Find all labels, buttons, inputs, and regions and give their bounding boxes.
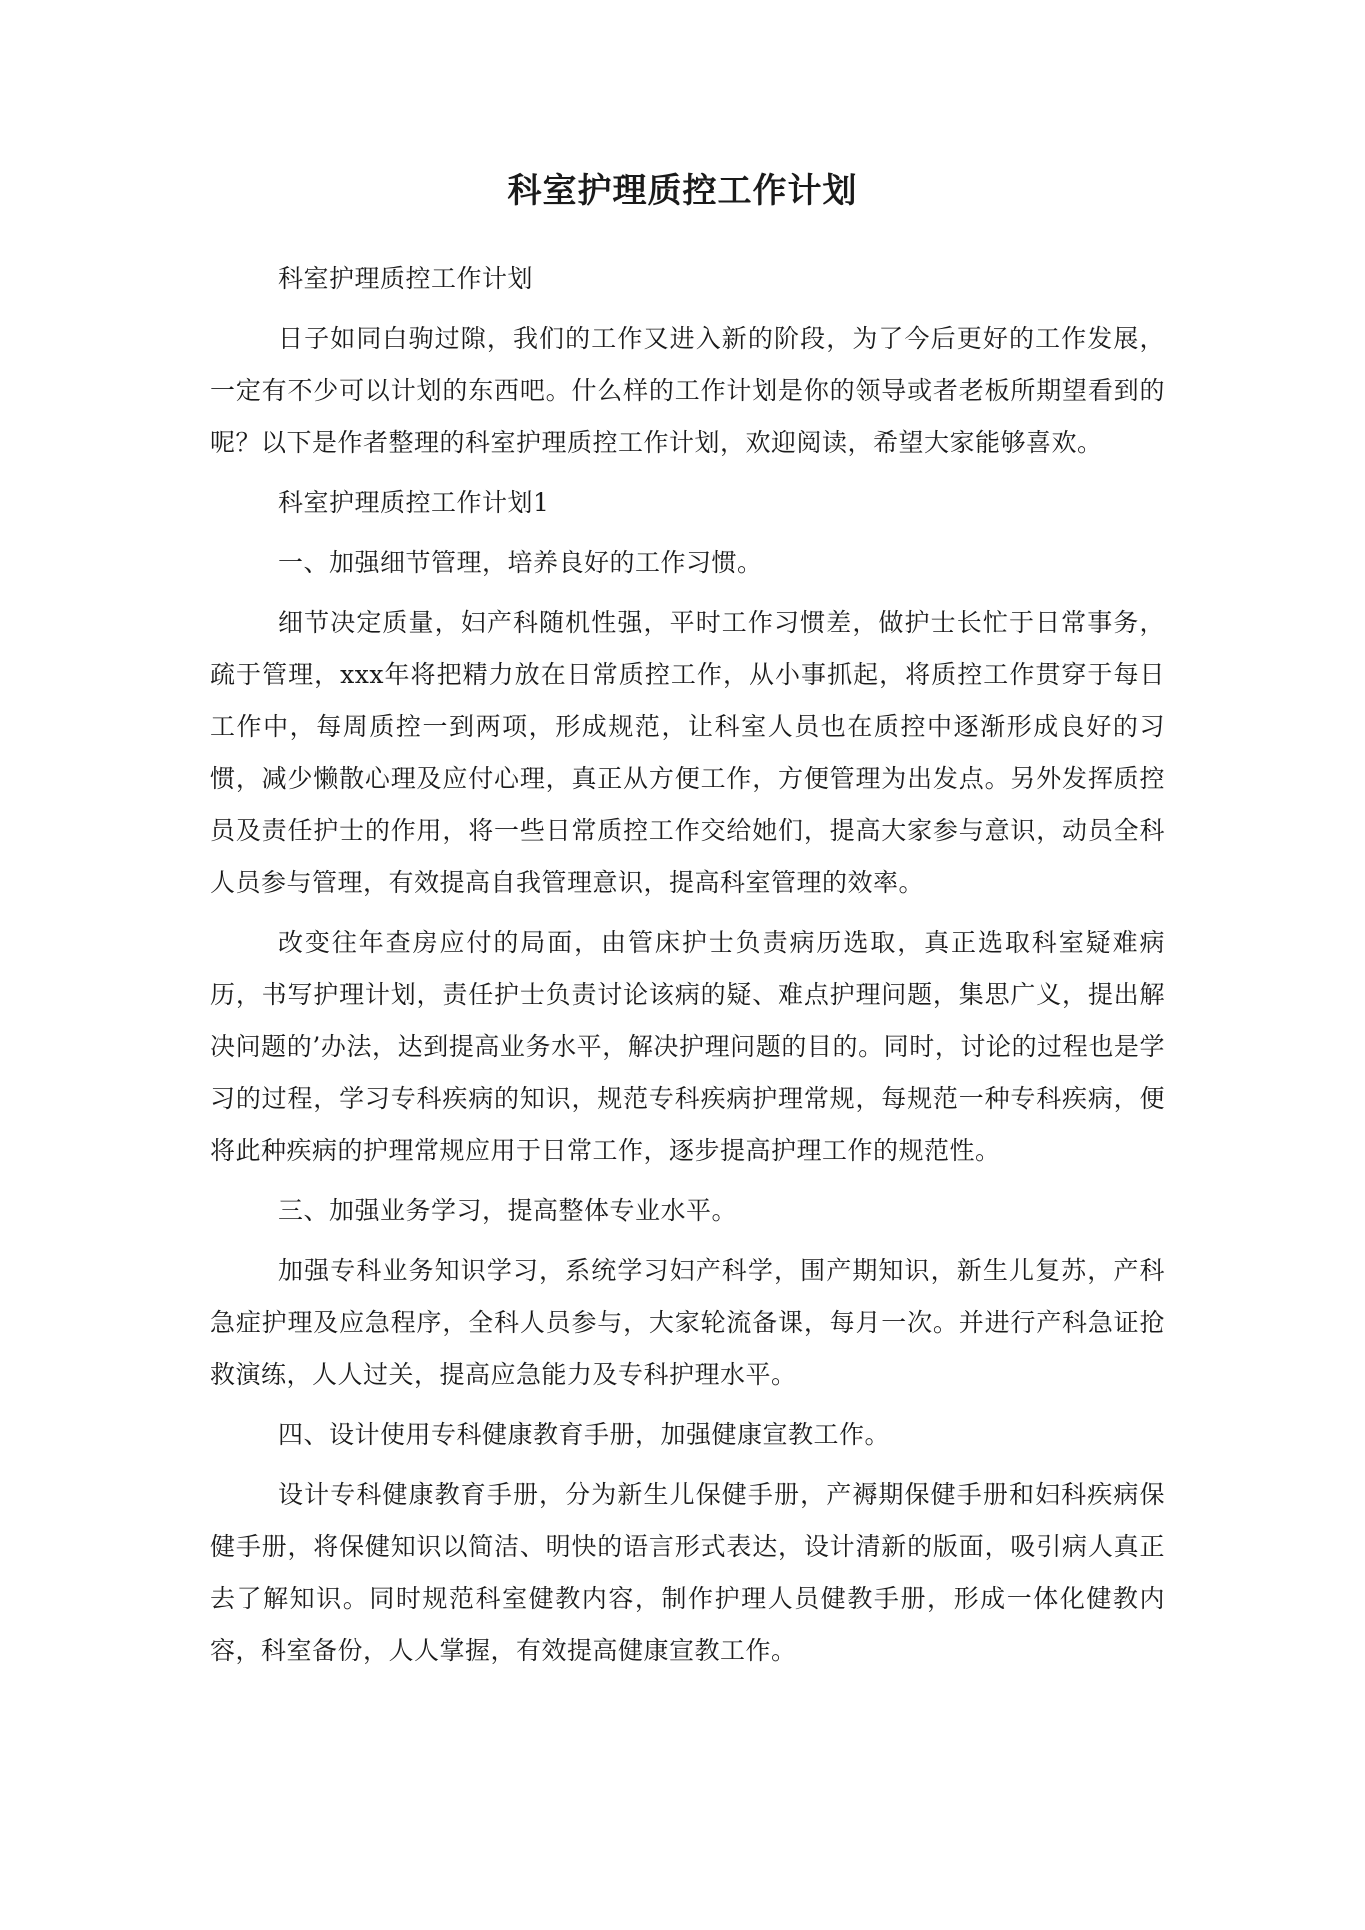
document-title: 科室护理质控工作计划	[507, 171, 858, 211]
paragraph-detail-management: 细节决定质量，妇产科随机性强，平时工作习惯差，做护士长忙于日常事务，疏于管理，xxx年将把精力放在日常质控工作，从小事抓起，将质控工作贯穿于每日工作中，每周质控一到两项，形成规范，让科室人员也在质控中逐渐形成良好的习惯，减少懒散心理及应付心理，真正从方便工作，方便管理为出发点。另外发挥质控员及责任护士的作用，将一些日常质控工作交给她们，提高大家参与意识，动员全科人员参与管理，有效提高自我管理意识，提高科室管理的效率。	[210, 608, 1165, 897]
section-heading-1: 一、加强细节管理，培养良好的工作习惯。	[278, 548, 763, 577]
paragraph-health-education: 设计专科健康教育手册，分为新生儿保健手册，产褥期保健手册和妇科疾病保健手册，将保健知识以简洁、明快的语言形式表达，设计清新的版面，吸引病人真正去了解知识。同时规范科室健教内容，制作护理人员健教手册，形成一体化健教内容，科室备份，人人掌握，有效提高健康宣教工作。	[210, 1480, 1165, 1665]
section-heading-3: 三、加强业务学习，提高整体专业水平。	[278, 1196, 738, 1225]
paragraph-intro: 日子如同白驹过隙，我们的工作又进入新的阶段，为了今后更好的工作发展，一定有不少可以计划的东西吧。什么样的工作计划是你的领导或者老板所期望看到的呢？以下是作者整理的科室护理质控工作计划，欢迎阅读，希望大家能够喜欢。	[210, 324, 1165, 457]
section-heading-4: 四、设计使用专科健康教育手册，加强健康宣教工作。	[278, 1420, 891, 1449]
paragraph-ward-rounds: 改变往年查房应付的局面，由管床护士负责病历选取，真正选取科室疑难病历，书写护理计划，责任护士负责讨论该病的疑、难点护理问题，集思广义，提出解决问题的’办法，达到提高业务水平，解决护理问题的目的。同时，讨论的过程也是学习的过程，学习专科疾病的知识，规范专科疾病护理常规，每规范一种专科疾病，便将此种疾病的护理常规应用于日常工作，逐步提高护理工作的规范性。	[210, 928, 1165, 1165]
paragraph-professional-study: 加强专科业务知识学习，系统学习妇产科学，围产期知识，新生儿复苏，产科急症护理及应急程序，全科人员参与，大家轮流备课，每月一次。并进行产科急证抢救演练，人人过关，提高应急能力及专科护理水平。	[210, 1256, 1165, 1389]
paragraph-plan-heading: 科室护理质控工作计划1	[278, 488, 550, 517]
document-body	[210, 253, 1165, 1685]
paragraph-subtitle: 科室护理质控工作计划	[278, 264, 534, 293]
